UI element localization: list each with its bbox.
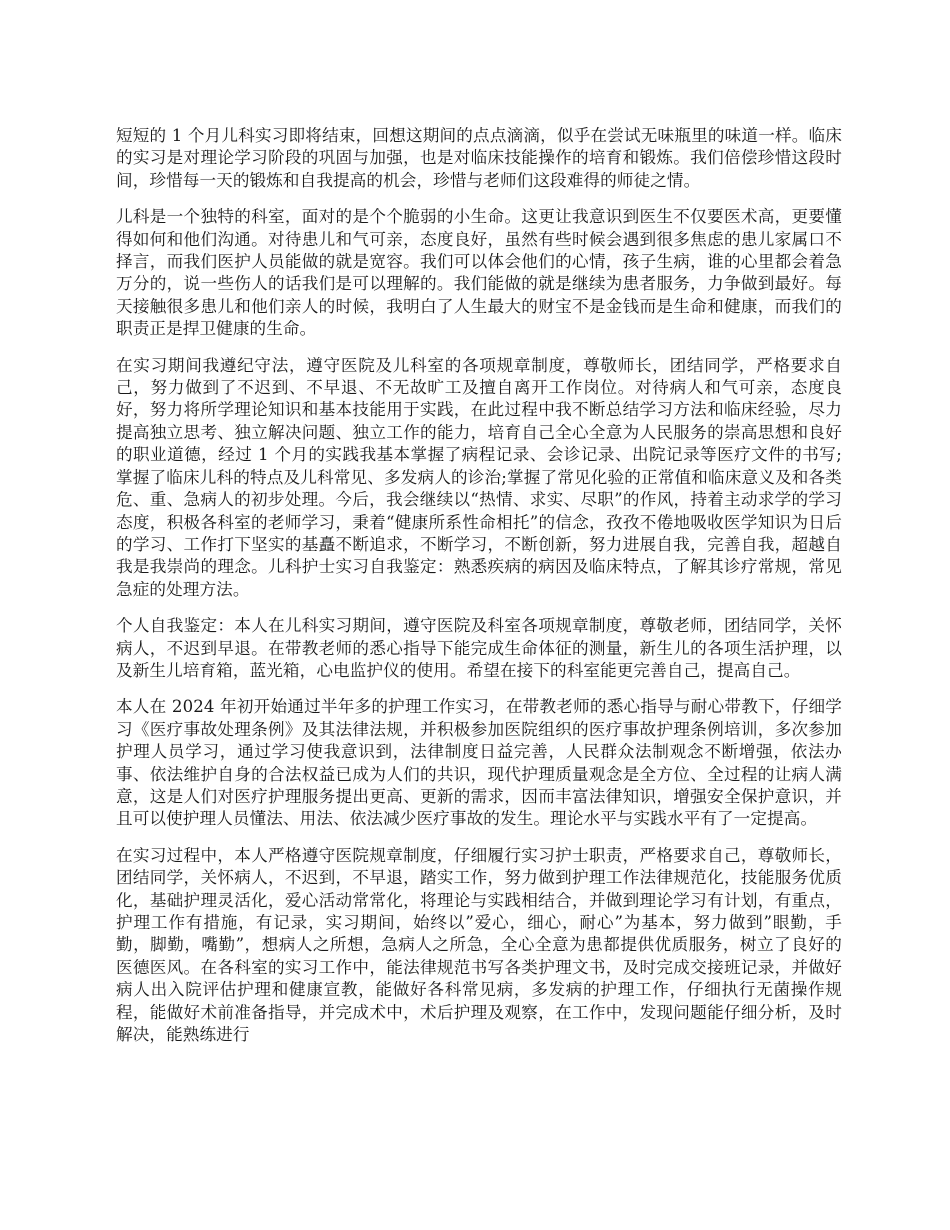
paragraph-6: 在实习过程中，本人严格遵守医院规章制度，仔细履行实习护士职责，严格要求自己，尊敬师长，团结同学，关怀病人，不迟到，不早退，踏实工作，努力做到护理工作法律规范化，技能服务优质化，基础护理灵活化，爱心活动常常化，将理论与实践相结合，并做到理论学习有计划，有重点，护理工作有措施，有记录，实习期间，始终以”爱心，细心，耐心”为基本，努力做到”眼勤，手勤，脚勤，嘴勤”，想病人之所想，急病人之所急，全心全意为患都提供优质服务，树立了良好的医德医风。在各科室的实习工作中，能法律规范书写各类护理文书，及时完成交接班记录，并做好病人出入院评估护理和健康宣教，能做好各科常见病，多发病的护理工作，仔细执行无菌操作规程，能做好术前准备指导，并完成术中，术后护理及观察，在工作中，发现问题能仔细分析，及时解决，能熟练进行 — [116, 845, 842, 1045]
paragraph-4: 个人自我鉴定：本人在儿科实习期间，遵守医院及科室各项规章制度，尊敬老师，团结同学，关怀病人，不迟到早退。在带教老师的悉心指导下能完成生命体征的测量，新生儿的各项生活护理，以及新生儿培育箱，蓝光箱，心电监护仪的使用。希望在接下的科室能更完善自己，提高自己。 — [116, 616, 842, 680]
paragraph-1: 短短的 1 个月儿科实习即将结束，回想这期间的点点滴滴，似乎在尝试无味瓶里的味道一样。临床的实习是对理论学习阶段的巩固与加强，也是对临床技能操作的培育和锻炼。我们倍偿珍惜这段时间，珍惜每一天的锻炼和自我提高的机会，珍惜与老师们这段难得的师徒之情。 — [116, 126, 842, 190]
paragraph-3: 在实习期间我遵纪守法，遵守医院及儿科室的各项规章制度，尊敬师长，团结同学，严格要求自己，努力做到了不迟到、不早退、不无故旷工及擅自离开工作岗位。对待病人和气可亲，态度良好，努力将所学理论知识和基本技能用于实践，在此过程中我不断总结学习方法和临床经验，尽力提高独立思考、独立解决问题、独立工作的能力，培育自己全心全意为人民服务的崇高思想和良好的职业道德，经过 1 个月的实践我基本掌握了病程记录、会诊记录、出院记录等医疗文件的书写;掌握了临床儿科的特点及儿科常见、多发病人的诊治;掌握了常见化验的正常值和临床意义及和各类危、重、急病人的初步处理。今后，我会继续以“热情、求实、尽职”的作风，持着主动求学的学习态度，积极各科室的老师学习，秉着“健康所系性命相托”的信念，孜孜不倦地吸收医学知识为日后的学习、工作打下坚实的基矗不断追求，不断学习，不断创新，努力进展自我，完善自我，超越自我是我崇尚的理念。儿科护士实习自我鉴定：熟悉疾病的病因及临床特点，了解其诊疗常规，常见急症的处理方法。 — [116, 355, 842, 599]
paragraph-5: 本人在 2024 年初开始通过半年多的护理工作实习，在带教老师的悉心指导与耐心带教下，仔细学习《医疗事故处理条例》及其法律法规，并积极参加医院组织的医疗事故护理条例培训，多次参加护理人员学习，通过学习使我意识到，法律制度日益完善，人民群众法制观念不断增强，依法办事、依法维护自身的合法权益已成为人们的共识，现代护理质量观念是全方位、全过程的让病人满意，这是人们对医疗护理服务提出更高、更新的需求，因而丰富法律知识，增强安全保护意识，并且可以使护理人员懂法、用法、依法减少医疗事故的发生。理论水平与实践水平有了一定提高。 — [116, 697, 842, 829]
document-body — [116, 125, 842, 1060]
paragraph-2: 儿科是一个独特的科室，面对的是个个脆弱的小生命。这更让我意识到医生不仅要医术高，更要懂得如何和他们沟通。对待患儿和气可亲，态度良好，虽然有些时候会遇到很多焦虑的患儿家属口不择言，而我们医护人员能做的就是宽容。我们可以体会他们的心情，孩子生病，谁的心里都会着急万分的，说一些伤人的话我们是可以理解的。我们能做的就是继续为患者服务，力争做到最好。每天接触很多患儿和他们亲人的时候，我明白了人生最大的财宝不是金钱而是生命和健康，而我们的职责正是捍卫健康的生命。 — [116, 207, 842, 339]
